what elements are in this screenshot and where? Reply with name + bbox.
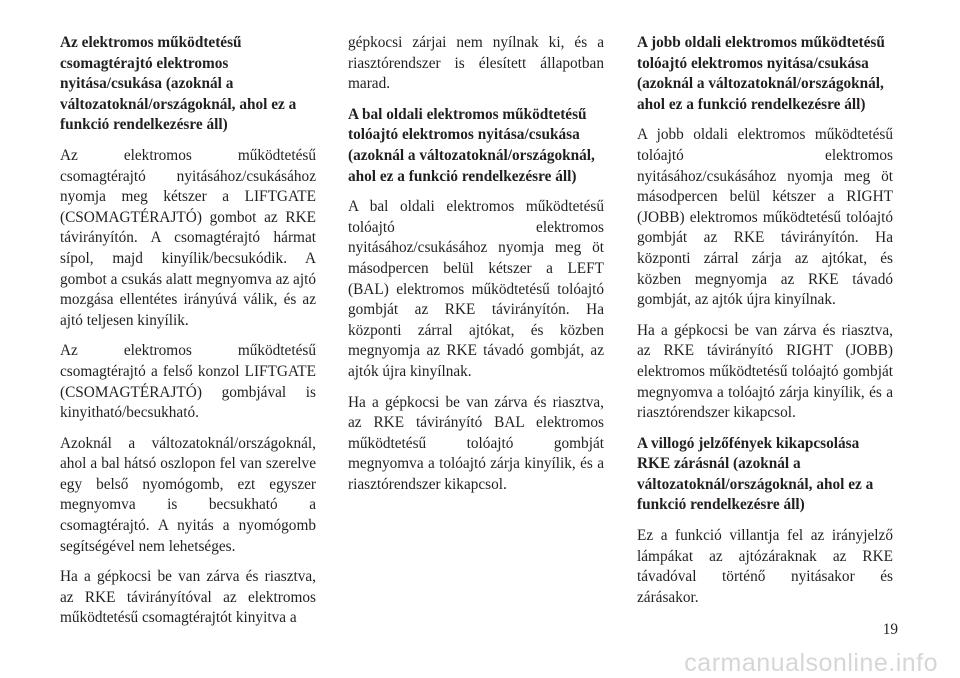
paragraph-liftgate-overhead-console: Az elektromos működtetésű csomagtérajtó a felső konzol LIFTGATE (CSOMAGTÉRAJTÓ) gombjával is kinyitható/becsukható.: [60, 342, 316, 422]
paragraph-left-door-armed: Ha a gépkocsi be van zárva és riasztva, az RKE távirányító BAL elektromos működtetésű tolóajtó gombját megnyomva a tolóajtó zárja kinyílik, és a riasztórendszer kikapcsol.: [348, 393, 604, 493]
page-number: 19: [882, 621, 898, 638]
watermark-text: [0, 648, 960, 678]
text-column-left: [60, 33, 316, 639]
text-column-middle: [348, 33, 604, 505]
paragraph-liftgate-pillar-button: Azoknál a változatoknál/országoknál, ahol a bal hátsó oszlopon fel van szerelve egy belső nyomógomb, ezt egyszer megnyomva is becsukható a csomagtérajtó. A nyitás a nyomógomb segítségével nem lehetséges.: [60, 434, 316, 555]
paragraph-flash-lamps: Ez a funkció villantja fel az irányjelző lámpákat az ajtózáraknak az RKE távadóval történő nyitásakor és zárásakor.: [637, 527, 893, 606]
section-heading-right-sliding-door: A jobb oldali elektromos működtetésű tolóajtó elektromos nyitása/csukása (azoknál a változatoknál/országoknál, ahol ez a funkció rendelkezésre áll): [637, 34, 885, 113]
section-heading-left-sliding-door: A bal oldali elektromos működtetésű tolóajtó elektromos nyitása/csukása (azoknál a változatoknál/országoknál, ahol ez a funkció rendelkezésre áll): [348, 105, 595, 185]
paragraph-liftgate-rke: Az elektromos működtetésű csomagtérajtó nyitásához/csukásához nyomja meg kétszer a LIFTGATE (CSOMAGTÉRAJTÓ) gombot az RKE távirányítón. A csomagtérajtó hármat sípol, majd kinyílik/becsukódik. A gombot a csukás alatt megnyomva az ajtó mozgása ellentétes irányúvá válik, és az ajtó teljesen kinyílik.: [60, 146, 316, 329]
watermark-label: carmanualsonline.info: [684, 649, 938, 677]
paragraph-right-door-rke: A jobb oldali elektromos működtetésű tolóajtó elektromos nyitásához/csukásához nyomja meg öt másodpercen belül kétszer a RIGHT (JOBB) elektromos működtetésű tolóajtó gombját az RKE távirányítón. Ha központi zárral zárja az ajtókat, és közben megnyomja az RKE távadó gombját, az ajtók újra kinyílnak.: [637, 126, 893, 309]
section-heading-flash-lamps: A villogó jelzőfények kikapcsolása RKE zárásnál (azoknál a változatoknál/országoknál, ahol ez a funkció rendelkezésre áll): [637, 434, 874, 514]
text-column-right: [637, 33, 893, 618]
paragraph-liftgate-armed: Ha a gépkocsi be van zárva és riasztva, az RKE távirányítóval az elektromos működtetésű csomagtérajtót kinyitva a: [60, 568, 316, 627]
paragraph-left-door-rke: A bal oldali elektromos működtetésű tolóajtó elektromos nyitásához/csukásához nyomja meg öt másodpercen belül kétszer a LEFT (BAL) elektromos működtetésű tolóajtó gombját az RKE távirányítón. Ha központi zárral ajtókat, és közben megnyomja az RKE távadó gombját, az ajtók újra kinyílnak.: [348, 198, 604, 380]
paragraph-right-door-armed: Ha a gépkocsi be van zárva és riasztva, az RKE távirányító RIGHT (JOBB) elektromos működtetésű tolóajtó gombját megnyomva a tolóajtó zárja kinyílik, és a riasztórendszer kikapcsol.: [637, 321, 893, 422]
section-heading-power-liftgate: Az elektromos működtetésű csomagtérajtó elektromos nyitása/csukása (azoknál a változatoknál/országoknál, ahol ez a funkció rendelkezésre áll): [60, 34, 297, 134]
paragraph-liftgate-armed-continued: gépkocsi zárjai nem nyílnak ki, és a riasztórendszer is élesített állapotban marad.: [348, 34, 604, 93]
